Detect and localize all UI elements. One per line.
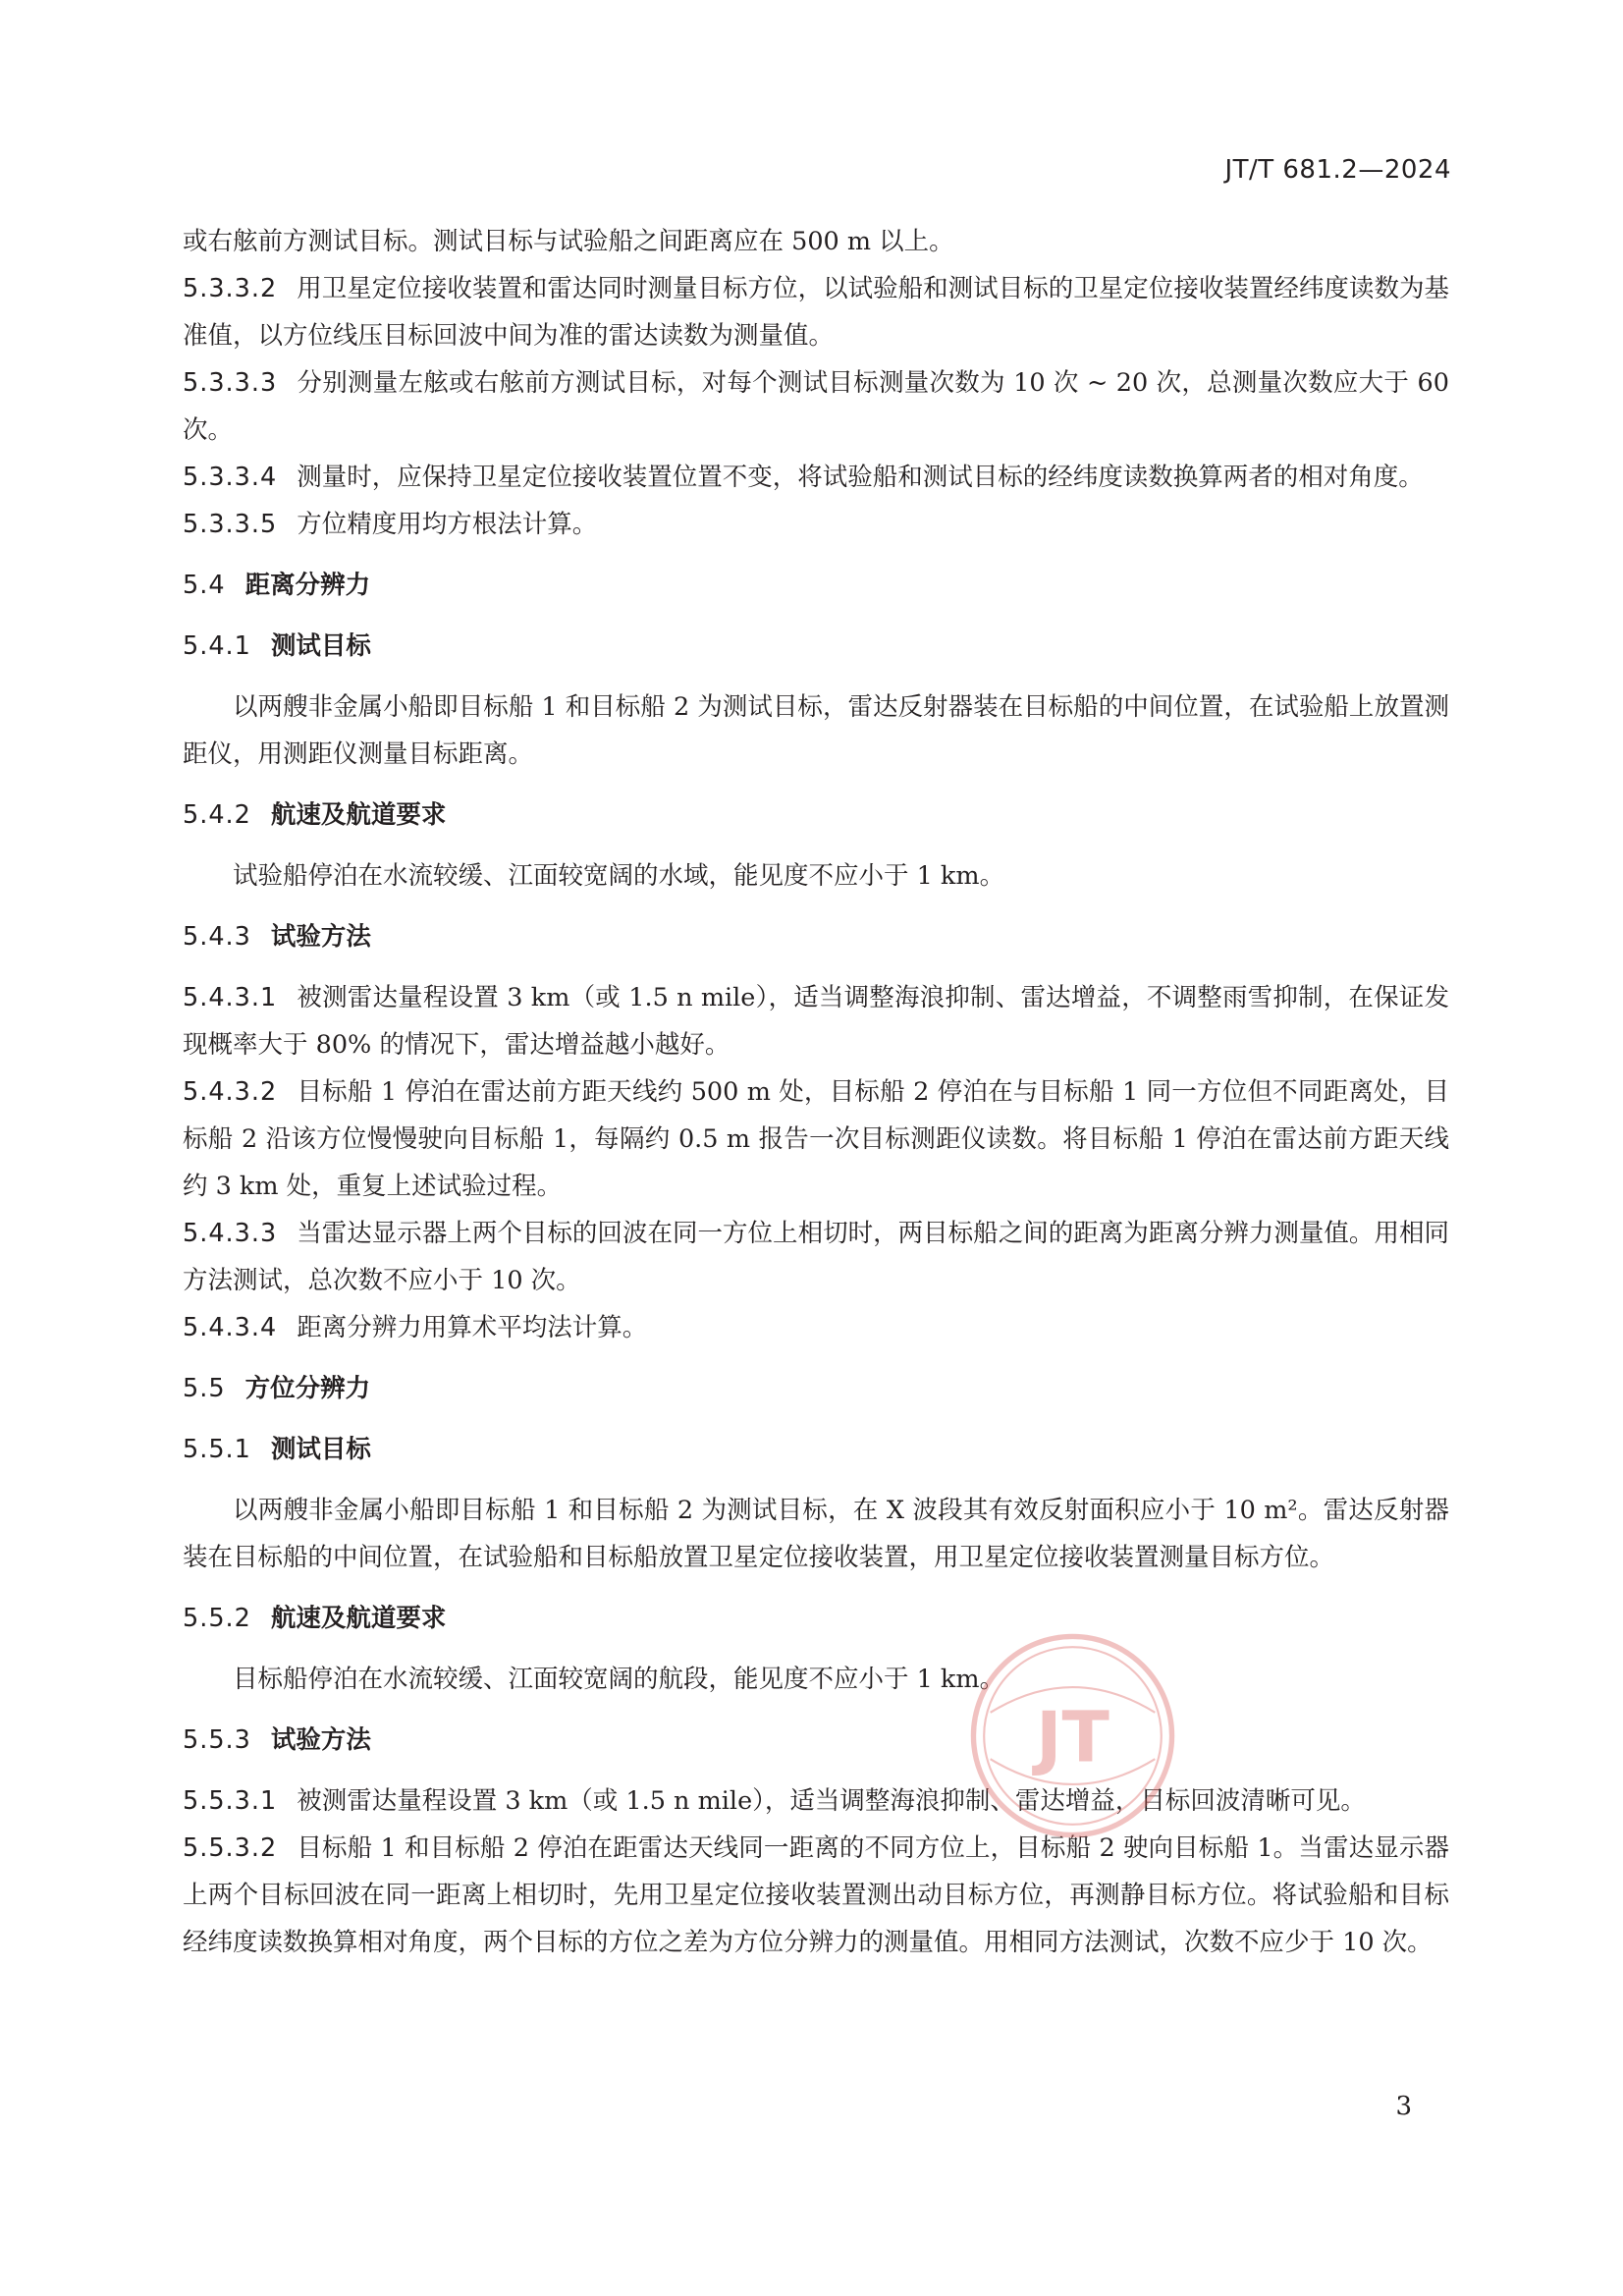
standard-code: JT/T 681.2—2024 <box>1224 155 1451 185</box>
paragraph <box>183 1068 1449 1210</box>
clause-number: 5.5.3 <box>183 1725 251 1755</box>
paragraph-text: 被测雷达量程设置 3 km（或 1.5 n mile），适当调整海浪抑制、雷达增益，目标回波清晰可见。 <box>297 1786 1366 1816</box>
paragraph <box>183 974 1449 1068</box>
paragraph <box>183 852 1449 900</box>
clause-number: 5.5.2 <box>183 1604 251 1633</box>
heading-text: 测试目标 <box>270 631 371 661</box>
paragraph-text: 方位精度用均方根法计算。 <box>297 510 598 539</box>
paragraph-text: 试验船停泊在水流较缓、江面较宽阔的水域，能见度不应小于 1 km。 <box>233 861 1005 891</box>
paragraph <box>183 1656 1449 1703</box>
paragraph <box>183 265 1449 359</box>
paragraph <box>183 1777 1449 1825</box>
document-body <box>183 218 1449 1966</box>
paragraph <box>183 1825 1449 1966</box>
clause-number: 5.4.3 <box>183 922 251 952</box>
paragraph <box>183 218 1449 265</box>
jt-seal-watermark <box>967 1630 1178 1841</box>
clause-number: 5.5.1 <box>183 1435 251 1464</box>
paragraph <box>183 454 1449 501</box>
paragraph-text: 被测雷达量程设置 3 km（或 1.5 n mile），适当调整海浪抑制、雷达增益，不调整雨雪抑制，在保证发现概率大于 80% 的情况下，雷达增益越小越好。 <box>183 983 1449 1060</box>
section-heading <box>183 913 1449 960</box>
heading-text: 距离分辨力 <box>244 571 371 600</box>
paragraph <box>183 1487 1449 1581</box>
clause-number: 5.5.3.1 <box>183 1786 278 1816</box>
paragraph-text: 当雷达显示器上两个目标的回波在同一方位上相切时，两目标船之间的距离为距离分辨力测量值。用相同方法测试，总次数不应小于 10 次。 <box>183 1219 1449 1295</box>
clause-number: 5.3.3.3 <box>183 368 278 398</box>
heading-text: 航速及航道要求 <box>270 800 447 830</box>
heading-text: 测试目标 <box>270 1435 371 1464</box>
paragraph-text: 测量时，应保持卫星定位接收装置位置不变，将试验船和测试目标的经纬度读数换算两者的相对角度。 <box>297 463 1424 492</box>
clause-number: 5.3.3.5 <box>183 510 278 539</box>
section-heading <box>183 623 1449 670</box>
clause-number: 5.4.3.4 <box>183 1313 278 1342</box>
heading-text: 方位分辨力 <box>244 1374 371 1403</box>
section-heading <box>183 792 1449 839</box>
paragraph-text: 或右舷前方测试目标。测试目标与试验船之间距离应在 500 m 以上。 <box>183 227 954 256</box>
paragraph-text: 目标船停泊在水流较缓、江面较宽阔的航段，能见度不应小于 1 km。 <box>233 1665 1005 1694</box>
clause-number: 5.5 <box>183 1374 226 1403</box>
clause-number: 5.4.1 <box>183 631 251 661</box>
clause-number: 5.4.3.1 <box>183 983 278 1012</box>
page-number: 3 <box>1395 2092 1412 2121</box>
section-heading <box>183 562 1449 609</box>
clause-number: 5.4.3.2 <box>183 1077 278 1107</box>
paragraph-text: 目标船 1 停泊在雷达前方距天线约 500 m 处，目标船 2 停泊在与目标船 1 同一方位但不同距离处，目标船 2 沿该方位慢慢驶向目标船 1，每隔约 0.5 m 报告一次目标测距仪读数。将目标船 1 停泊在雷达前方距天线约 3 km 处，重复上述试验过程。 <box>183 1077 1449 1201</box>
heading-text: 试验方法 <box>270 1725 371 1755</box>
section-heading <box>183 1365 1449 1412</box>
paragraph <box>183 683 1449 778</box>
section-heading <box>183 1717 1449 1764</box>
clause-number: 5.4 <box>183 571 226 600</box>
paragraph <box>183 1210 1449 1304</box>
paragraph <box>183 359 1449 454</box>
paragraph-text: 以两艘非金属小船即目标船 1 和目标船 2 为测试目标，在 X 波段其有效反射面积应小于 10 m²。雷达反射器装在目标船的中间位置，在试验船和目标船放置卫星定位接收装置，用卫星定位接收装置测量目标方位。 <box>183 1496 1449 1572</box>
clause-number: 5.4.3.3 <box>183 1219 278 1248</box>
paragraph-text: 分别测量左舷或右舷前方测试目标，对每个测试目标测量次数为 10 次 ~ 20 次，总测量次数应大于 60 次。 <box>183 368 1449 445</box>
paragraph <box>183 501 1449 548</box>
clause-number: 5.5.3.2 <box>183 1833 278 1863</box>
heading-text: 试验方法 <box>270 922 371 952</box>
paragraph-text: 目标船 1 和目标船 2 停泊在距雷达天线同一距离的不同方位上，目标船 2 驶向目标船 1。当雷达显示器上两个目标回波在同一距离上相切时，先用卫星定位接收装置测出动目标方位，再测静目标方位。将试验船和目标经纬度读数换算相对角度，两个目标的方位之差为方位分辨力的测量值。用相同方法测试，次数不应少于 10 次。 <box>183 1833 1449 1957</box>
clause-number: 5.3.3.2 <box>183 274 278 303</box>
paragraph-text: 用卫星定位接收装置和雷达同时测量目标方位，以试验船和测试目标的卫星定位接收装置经纬度读数为基准值，以方位线压目标回波中间为准的雷达读数为测量值。 <box>183 274 1449 351</box>
clause-number: 5.3.3.4 <box>183 463 278 492</box>
section-heading <box>183 1426 1449 1473</box>
paragraph-text: 距离分辨力用算术平均法计算。 <box>297 1313 648 1342</box>
paragraph <box>183 1304 1449 1351</box>
heading-text: 航速及航道要求 <box>270 1604 447 1633</box>
paragraph-text: 以两艘非金属小船即目标船 1 和目标船 2 为测试目标，雷达反射器装在目标船的中间位置，在试验船上放置测距仪，用测距仪测量目标距离。 <box>183 692 1449 769</box>
seal-text: JT <box>1036 1696 1109 1778</box>
clause-number: 5.4.2 <box>183 800 251 830</box>
section-heading <box>183 1595 1449 1642</box>
